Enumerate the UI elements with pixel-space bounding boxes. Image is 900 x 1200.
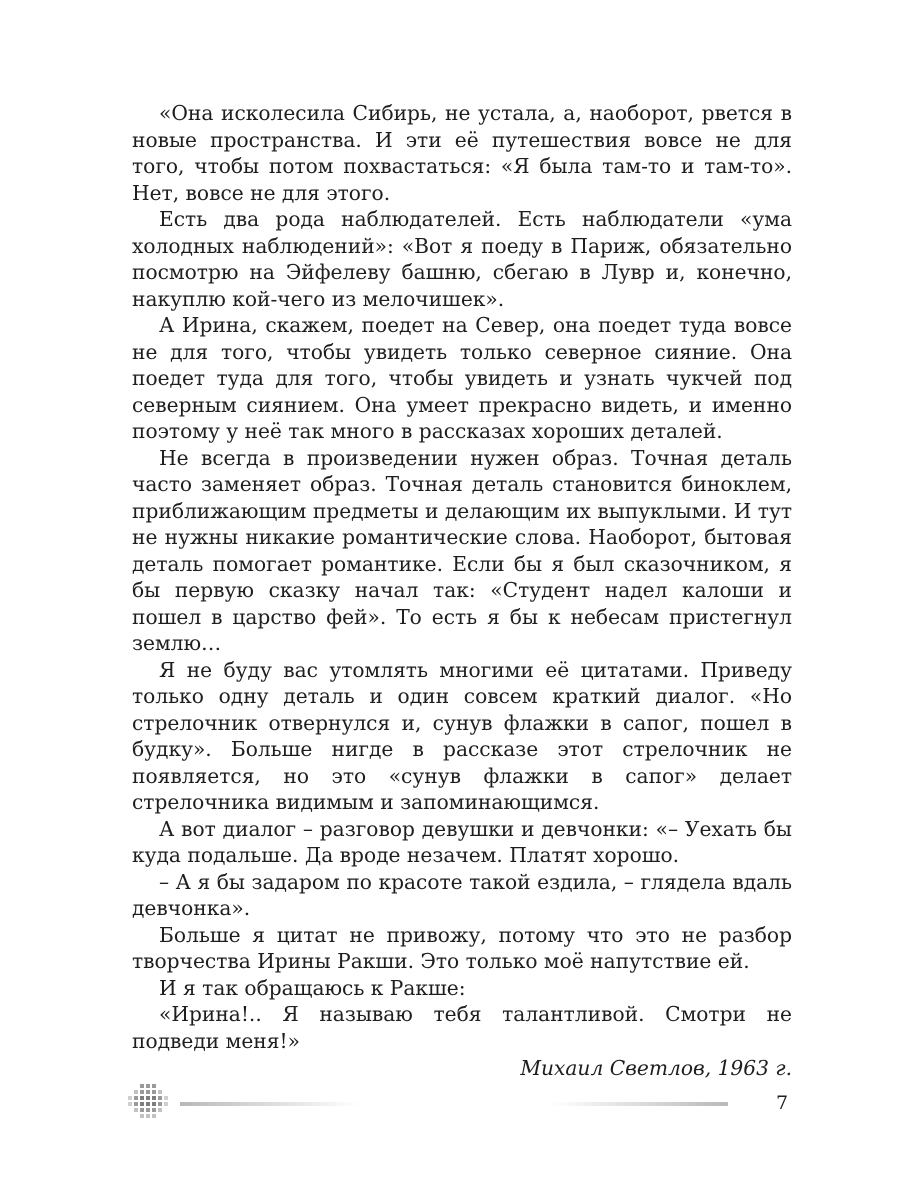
author-signature: Михаил Светлов, 1963 г. xyxy=(520,1056,792,1080)
paragraph: А Ирина, скажем, поедет на Север, она поедет туда вовсе не для того, чтобы увидеть только северное сияние. Она поедет туда для того, чтобы увидеть и узнать чукчей под северным сиянием. Она умеет прекрасно видеть, и именно поэтому у неё так много в рассказах хороших деталей. xyxy=(132,313,792,443)
page-body xyxy=(132,100,792,1082)
page-number: 7 xyxy=(776,1092,789,1114)
paragraph: И я так обращаюсь к Ракше: xyxy=(159,975,466,1000)
paragraph: Не всегда в произведении нужен образ. Точная деталь часто заменяет образ. Точная деталь становится биноклем, приближающим предметы и делающим их выпуклыми. И тут не нужны никакие романтические слова. Наоборот, бытовая деталь помогает романтике. Если бы я был сказочником, я бы первую сказку начал так: «Студент надел калоши и пошел в царство фей». То есть я бы к небесам пристегнул землю… xyxy=(132,445,792,655)
dot-grid-ornament-icon xyxy=(126,1082,172,1122)
paragraph: «Ирина!.. Я называю тебя талантливой. Смотри не подведи меня!» xyxy=(132,1002,792,1053)
footer-rule-right xyxy=(550,1102,728,1106)
paragraph: Больше я цитат не привожу, потому что это не разбор творчества Ирины Ракши. Это только моё напутствие ей. xyxy=(132,922,792,973)
page-footer xyxy=(0,1080,900,1130)
paragraph: «Она исколесила Сибирь, не устала, а, наоборот, рвется в новые пространства. И эти её путешествия вовсе не для того, чтобы потом похвастаться: «Я была там-то и там-то». Нет, вовсе не для этого. xyxy=(132,101,792,205)
paragraph: А вот диалог – разговор девушки и девчонки: «– Уехать бы куда подальше. Да вроде незачем. Платят хорошо. xyxy=(132,816,792,867)
paragraph: Я не буду вас утомлять многими её цитатами. Приведу только одну деталь и один совсем краткий диалог. «Но стрелочник отвернулся и, сунув флажки в сапог, пошел в будку». Больше нигде в рассказе этот стрелочник не появляется, но это «сунув флажки в сапог» делает стрелочника видимым и запоминающимся. xyxy=(132,657,792,814)
footer-rule-left xyxy=(180,1102,360,1106)
paragraph: – А я бы задаром по красоте такой ездила, – глядела вдаль девчонка». xyxy=(132,869,792,920)
paragraph: Есть два рода наблюдателей. Есть наблюдатели «ума холодных наблюдений»: «Вот я поеду в Париж, обязательно посмотрю на Эйфелеву башню, сбегаю в Лувр и, конечно, накуплю кой-чего из мелочишек». xyxy=(132,207,792,311)
